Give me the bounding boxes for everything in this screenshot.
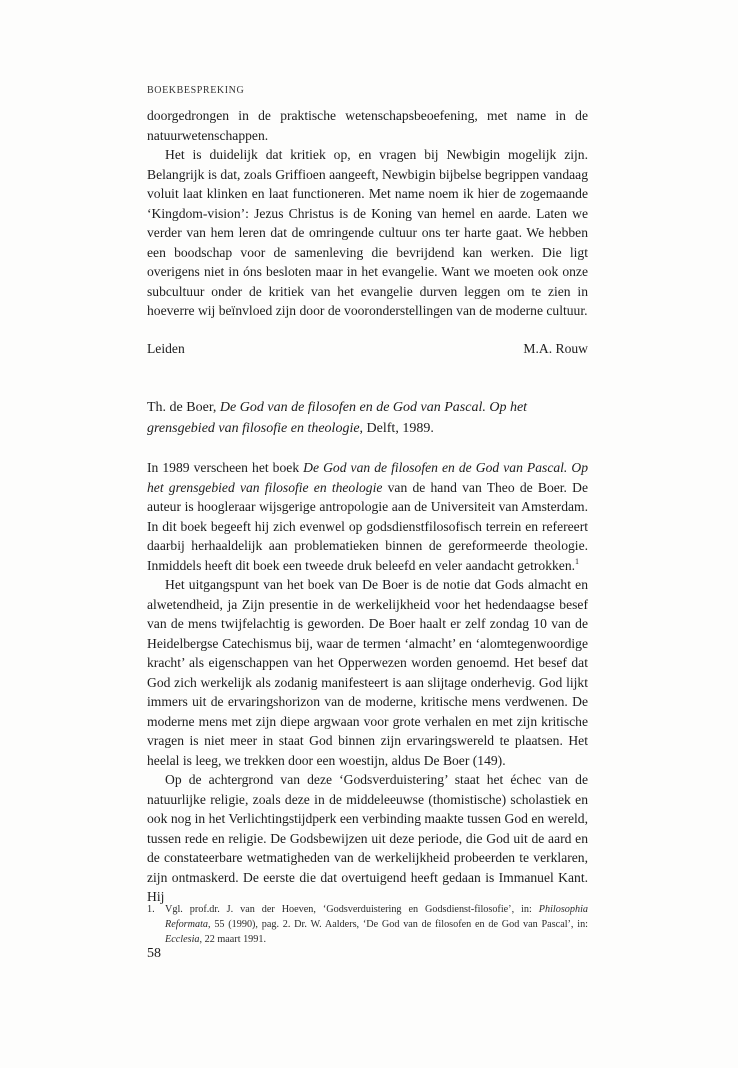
running-head: BOEKBESPREKING: [147, 85, 245, 96]
footnote-1: [147, 902, 588, 947]
footnote-part: , 22 maart 1991.: [199, 934, 267, 945]
main-text: [147, 106, 588, 907]
footnotes: [147, 902, 588, 947]
review-text: In 1989 verscheen het boek: [147, 460, 304, 475]
reviewed-book-author: Th. de Boer,: [147, 400, 220, 415]
footnote-ref: 1: [575, 556, 580, 566]
footnote-part: Vgl. prof.dr. J. van der Hoeven, ‘Godsverduistering en Godsdienst-filosofie’, in:: [165, 904, 539, 915]
footnote-part: , 55 (1990), pag. 2. Dr. W. Aalders, ‘De God van de filosofen en de God van Pascal’, in:: [208, 919, 588, 930]
page-number: 58: [147, 946, 161, 961]
review-signature: [147, 339, 588, 359]
signature-author: M.A. Rouw: [523, 340, 588, 356]
review-heading: [147, 397, 588, 439]
journal-title: Ecclesia: [165, 934, 200, 945]
review-paragraph-2: Het uitgangspunt van het boek van De Boer is de notie dat Gods almacht en alwetendheid, ja Zijn presentie in de werkelijkheid voor het hedendaagse besef van de mens twijfelachtig is geworden. De Boer haalt er zelf zondag 10 van de Heidelbergse Catechismus bij, waar de termen ‘almacht’ en ‘alomtegenwoordige kracht’ als eigenschappen van het Opperwezen worden genoemd. Het besef dat God zich werkelijk als zodanig manifesteert is aan slijtage onderhevig. God lijkt immers uit de ervaringshorizon van de moderne, kritische mens verdwenen. De moderne mens met zijn diepe argwaan voor grote verhalen en met zijn kritische vragen is niet meer in staat God binnen zijn ervaringswereld te plaatsen. Het heelal is leeg, we trekken door een woestijn, aldus De Boer (149).: [147, 577, 588, 768]
journal-title: Philosophia Reformata: [165, 904, 588, 930]
review-text: van de hand van Theo de Boer. De auteur is hoogleraar wijsgerige antropologie aan de Universiteit van Amsterdam. In dit boek begeeft hij zich evenwel op godsdienstfilosofisch terrein en refereert daarbij herhaaldelijk aan problematieken binnen de gereformeerde theologie. Inmiddels heeft dit boek een tweede druk beleefd en veler aandacht getrokken.: [147, 479, 588, 573]
review-paragraph-3: Op de achtergrond van deze ‘Godsverduistering’ staat het échec van de natuurlijke religie, zoals deze in de middeleeuwse (thomistische) scholastiek en ook nog in het Verlichtingstijdperk een verbinding maakte tussen God en wereld, tussen rede en religie. De Godsbewijzen uit deze periode, die God uit de aard en de constateerbare wetmatigheden van de werkelijkheid probeerden te verklaren, zijn ontmaskerd. De eerste die dat overtuigend heeft gedaan is Immanuel Kant. Hij: [147, 772, 588, 904]
prev-review-paragraph-1: doorgedrongen in de praktische wetenschapsbeoefening, met name in de natuurwetenschappen.: [147, 108, 588, 143]
review-paragraph-1: [147, 458, 588, 575]
reviewed-book-publication: , Delft, 1989.: [359, 421, 434, 436]
book-title-italic: De God van de filosofen en de God van Pascal. Op het grensgebied van filosofie en theologie: [147, 460, 588, 495]
reviewed-book-title: De God van de filosofen en de God van Pascal. Op het grensgebied van filosofie en theologie: [147, 400, 528, 436]
signature-place: Leiden: [147, 340, 185, 356]
prev-review-paragraph-2: Het is duidelijk dat kritiek op, en vragen bij Newbigin mogelijk zijn. Belangrijk is dat, zoals Griffioen aangeeft, Newbigin bijbelse begrippen vandaag voluit laat klinken en laat functioneren. Met name noem ik hier de zogemaande ‘Kingdom-vision’: Jezus Christus is de Koning van hemel en aarde. Laten we verder van hem leren dat de omringende cultuur ons ter harte gaat. We hebben een boodschap voor de samenleving die bevrijdend kan werken. Die ligt overigens niet in óns besloten maar in het evangelie. Want we moeten ook onze subcultuur onder de kritiek van het evangelie durven leggen om te zien in hoeverre wij beïnvloed zijn door de vooronderstellingen van de moderne cultuur.: [147, 147, 588, 318]
footnote-number: 1.: [147, 904, 155, 915]
footnote-text: [165, 902, 588, 947]
